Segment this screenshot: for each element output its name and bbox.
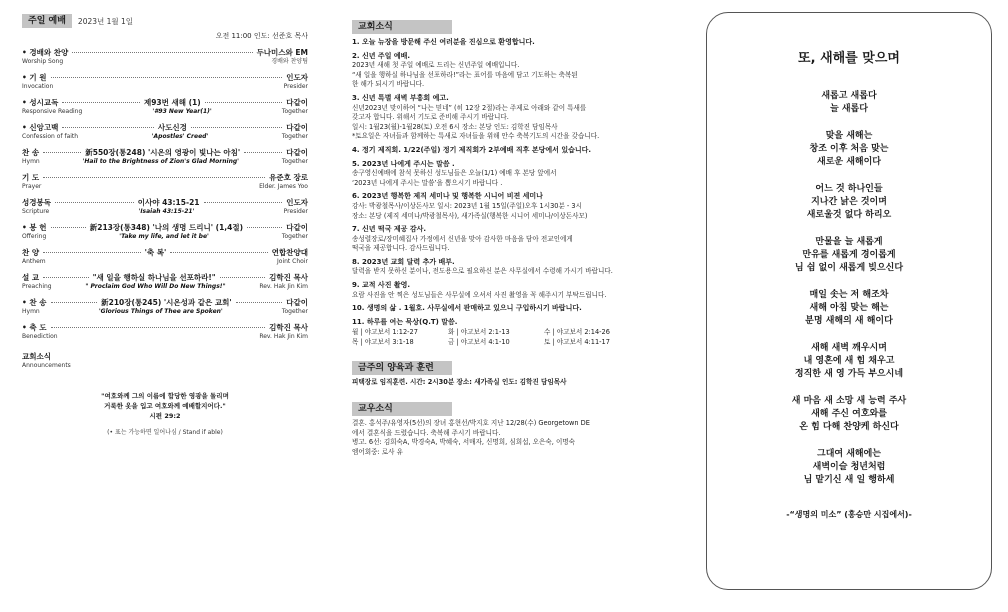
poem-stanza [707, 130, 991, 169]
news-item-title: 6. 2023년 행복한 제직 세미나 및 행복한 시니어 비젼 세미나 [352, 192, 543, 201]
dot-leader [51, 227, 86, 228]
dot-leader [170, 252, 267, 253]
news-item-line: 요람 사진을 안 찍은 성도님들은 사무실에 오셔서 사진 촬영을 꼭 해주시기 부탁드립니다. [352, 290, 607, 299]
worship-item-title-en: Invocation [22, 83, 54, 90]
worship-title: 주일 예배 [22, 14, 72, 28]
verse-line: 거룩한 옷을 입고 여호와께 예배할지어다." [104, 402, 226, 410]
poem-line: 새롭고 새롭다 [821, 91, 877, 101]
poem-line: 정직한 새 영 가득 부으시네 [794, 369, 904, 379]
poem-line: 새로운 새해이다 [817, 157, 881, 167]
poem-line: 맞을 새해는 [825, 131, 873, 141]
worship-item [22, 223, 308, 241]
dot-leader [51, 77, 283, 78]
worship-item-main [22, 48, 308, 58]
worship-item-detail-en: " Proclaim God Who Will Do New Things!" [85, 283, 226, 290]
news-item-title: 10. 생명의 삶 . 1월호. 사무실에서 판매하고 있으니 구입하시기 바랍니다. [352, 304, 582, 313]
qt-reading: 토 | 야고보서 4:11-17 [544, 338, 610, 347]
news-item-title: 1. 오늘 뉴장을 방문해 주신 여러분을 진심으로 환영합니다. [352, 38, 535, 46]
worship-item [22, 98, 308, 116]
qt-reading: 수 | 야고보서 2:14-26 [544, 328, 610, 337]
worship-item-title: 기 도 [22, 173, 40, 182]
worship-item-title-en: Scripture [22, 208, 50, 215]
poem-stanza [707, 183, 991, 222]
worship-item-detail: '축 복' [144, 248, 167, 257]
worship-item-detail-en: '#93 New Year(1)' [152, 108, 212, 115]
news-item-line: 강사: 박광철목사/이상돈사모 일시: 2023년 1월 15일(주일)오후 1시30분 - 3시 [352, 201, 582, 210]
news-item [352, 52, 682, 90]
worship-item-leader-en: Together [281, 133, 308, 140]
worship-item-title-en: Benediction [22, 333, 58, 340]
training-header: 금주의 양육과 훈련 [352, 361, 452, 375]
worship-item-detail-en: 'Glorious Things of Thee are Spoken' [98, 308, 223, 315]
news-item-title: 7. 신년 떡국 제공 감사. [352, 225, 427, 234]
worship-item-leader-en: Together [281, 108, 308, 115]
dot-leader [204, 202, 283, 203]
worship-item-sub [22, 283, 308, 291]
worship-item-sub [22, 208, 308, 216]
worship-item-detail: 新550장(통248) '시온의 영광이 빛나는 아침' [85, 148, 241, 157]
members-line: 결혼. 홍석주/유영자(5선)의 장녀 홍현선/박지호 지난 12/28(수) Georgetown DE [352, 419, 590, 428]
worship-item [22, 323, 308, 341]
standing-note: (• 표는 가능하면 일어나심 / Stand if able) [107, 429, 223, 436]
worship-item-leader: 인도자 [286, 198, 309, 207]
worship-item-main [22, 298, 308, 308]
worship-item-leader-en: Presider [283, 208, 308, 215]
worship-item-detail: 新213장(통348) '나의 생명 드리니' (1,4절) [89, 223, 244, 232]
dot-leader [205, 102, 283, 103]
members-header: 교우소식 [352, 402, 452, 416]
news-item-line: 일시: 1월23(월)-1월28(토) 오전 6시 장소: 본당 인도: 김학진 담임목사 [352, 122, 558, 131]
news-item [352, 146, 682, 156]
worship-item [22, 123, 308, 141]
news-item [352, 281, 682, 300]
poem-line: 만유를 새롭게 경이롭게 [802, 250, 896, 260]
worship-item-leader: 김학진 목사 [269, 273, 308, 282]
worship-item-title: • 봉 헌 [22, 223, 47, 232]
worship-item-sub [22, 333, 308, 341]
poem-line: 새해 새벽 깨우시며 [811, 343, 887, 353]
worship-item-leader: 다같이 [286, 98, 309, 107]
worship-item-sub [22, 158, 308, 166]
news-item-line: 송성렬장로/장미혜집사 가정에서 신년을 맞아 감사한 마음을 담아 전교인에게 [352, 234, 573, 243]
dot-leader [247, 227, 282, 228]
news-item-line: ‘2023년 나에게 주시는 말씀’을 뽑으시기 바랍니다 . [352, 178, 503, 187]
worship-item [22, 273, 308, 291]
worship-item [22, 73, 308, 91]
news-item-line: 2023년 새해 첫 주일 예배로 드리는 신년주일 예배입니다. [352, 61, 520, 70]
worship-item-leader: 다같이 [286, 223, 308, 232]
dot-leader [244, 152, 282, 153]
worship-items [22, 48, 308, 341]
qt-reading: 금 | 야고보서 4:1-10 [448, 338, 510, 347]
poem-line: 창조 이후 처음 맞는 [809, 144, 889, 154]
members-section [352, 396, 682, 457]
poem-line: 새 마음 새 소망 새 능력 주사 [791, 396, 907, 406]
worship-item-sub [22, 308, 308, 316]
worship-item-detail-en: 'Hail to the Brightness of Zion's Glad Morning' [82, 158, 239, 165]
news-item [352, 225, 682, 254]
dot-leader [72, 52, 252, 53]
worship-item-main [22, 148, 308, 158]
dot-leader [51, 327, 266, 328]
news-item [352, 94, 682, 142]
news-item [352, 160, 682, 189]
worship-item [22, 198, 308, 216]
worship-item [22, 48, 308, 66]
poem-stanza [707, 90, 991, 116]
worship-item-detail: 新210장(통245) '시온성과 같은 교회' [101, 298, 232, 307]
worship-item-detail: 이사야 43:15-21 [137, 198, 200, 207]
news-item-title: 11. 하루를 여는 묵상(Q.T) 말씀. [352, 317, 458, 326]
worship-item-leader-en: 경배와 찬양팀 [271, 58, 308, 65]
qt-schedule [352, 327, 682, 347]
worship-item-title-en: Responsive Reading [22, 108, 83, 115]
news-item-title: 5. 2023년 나에게 주시는 말씀 . [352, 159, 455, 168]
poem-stanza [707, 236, 991, 275]
worship-item-sub [22, 258, 308, 266]
dot-leader [62, 127, 153, 128]
worship-item-title: • 찬 송 [22, 298, 47, 307]
worship-item-leader: 유준호 장로 [269, 173, 308, 182]
worship-item-leader: 연합찬양대 [271, 248, 309, 257]
worship-item [22, 298, 308, 316]
worship-item-main [22, 273, 308, 283]
verse-line: "여호와께 그의 이름에 합당한 영광을 돌리며 [101, 392, 229, 400]
poem-line: 늘 새롭다 [830, 104, 868, 114]
worship-item-sub [22, 233, 308, 241]
worship-item-leader: 김학진 목사 [269, 323, 308, 332]
poem-stanzas [707, 90, 991, 487]
worship-item-leader-en: Presider [283, 83, 308, 90]
poem-stanza [707, 342, 991, 381]
poem-line: 새벽이슬 청년처럼 [812, 462, 886, 472]
worship-item-title: • 축 도 [22, 323, 47, 332]
worship-item-main [22, 323, 308, 333]
members-lines [352, 419, 682, 457]
worship-item-title-en: Confession of faith [22, 133, 79, 140]
dot-leader [191, 127, 282, 128]
verse-reference: 시편 29:2 [149, 412, 181, 420]
poem-line: 온 힘 다해 찬양케 하신다 [799, 422, 899, 432]
poem-line: 분명 새해의 새 해이다 [805, 316, 893, 326]
worship-date: 2023년 1월 1일 [77, 16, 134, 26]
news-item-title: 4. 정기 제직회. 1/22(주일) 정기 제직회가 2부예배 직후 본당에서 있습니다. [352, 145, 592, 154]
members-line: 에서 결혼식을 드렸습니다. 축복해 주시기 바랍니다. [352, 428, 501, 437]
news-item [352, 38, 682, 48]
worship-item-title: 찬 송 [22, 148, 40, 157]
worship-item-title-en: Hymn [22, 158, 40, 165]
worship-item [22, 248, 308, 266]
qt-reading: 목 | 야고보서 3:1-18 [352, 338, 414, 347]
poem-line: 그대여 새해에는 [817, 449, 881, 459]
worship-item-main [22, 73, 308, 83]
news-list [352, 38, 682, 327]
qt-reading: 화 | 야고보서 2:1-13 [448, 328, 510, 337]
dot-leader [43, 252, 140, 253]
worship-item-detail: "새 일을 행하실 하나님을 선포하라!" [92, 273, 216, 282]
worship-item [22, 173, 308, 191]
worship-item-detail-en: 'Take my life, and let it be' [119, 233, 209, 240]
worship-item-title-en: Preaching [22, 283, 52, 290]
worship-item-detail: 사도신경 [157, 123, 187, 132]
dot-leader [51, 302, 98, 303]
dot-leader [236, 302, 283, 303]
worship-item-title: • 신앙고백 [22, 123, 59, 132]
poem-line: 새해 주신 여호와를 [811, 409, 887, 419]
worship-item-leader-en: Elder. James Yoo [259, 183, 308, 190]
news-item-line: *토요일은 자녀들과 함께하는 특새로 자녀들을 위해 안수 축복기도의 시간을 갖습니다. [352, 132, 600, 141]
dot-leader [43, 177, 265, 178]
worship-item-sub [22, 183, 308, 191]
worship-item-leader: 인도자 [286, 73, 308, 82]
news-item-title: 9. 교적 사진 촬영. [352, 281, 411, 290]
news-item [352, 258, 682, 277]
worship-time-leader: 오전 11:00 인도: 선준호 목사 [215, 32, 308, 40]
news-item-title: 8. 2023년 교회 달력 추가 배부. [352, 257, 455, 266]
dot-leader [62, 102, 140, 103]
worship-item-sub [22, 83, 308, 91]
news-item-line: 송구영신예배에 참석 못하신 성도님들은 오늘(1/1) 예배 후 본당 앞에서 [352, 169, 557, 178]
worship-item-leader-en: Together [281, 233, 308, 240]
dot-leader [55, 202, 134, 203]
worship-item-title: 성경봉독 [22, 198, 51, 207]
worship-item-leader-en: Joint Choir [277, 258, 308, 265]
training-section [352, 355, 682, 388]
worship-item-main [22, 223, 308, 233]
news-item-line: 갖고자 합니다. 위해서 기도로 준비해 주시기 바랍니다. [352, 113, 509, 122]
worship-item-sub [22, 133, 308, 141]
news-item [352, 318, 682, 328]
news-item [352, 192, 682, 221]
poem-line: 매일 솟는 저 해조차 [809, 290, 889, 300]
news-item-line: “새 일을 행하실 하나님을 선포하라!”라는 표어를 마음에 담고 기도하는 축복된 [352, 70, 578, 79]
worship-item-main [22, 123, 308, 133]
members-line: 병고. 6선: 김희숙A, 박경숙A, 박혜숙, 서매자, 신명희, 심희섭, 오은숙, 이명숙 [352, 438, 576, 447]
worship-item-leader: 다같이 [286, 123, 308, 132]
worship-item-main [22, 198, 308, 208]
worship-item-title-en: Anthem [22, 258, 46, 265]
worship-item-leader-en: Together [281, 308, 308, 315]
news-column [352, 14, 682, 457]
worship-item-title: • 기 원 [22, 73, 47, 82]
poem-stanza [707, 289, 991, 328]
worship-item-detail: 제93번 새해 (1) [143, 98, 201, 107]
poem-line: 내 영혼에 새 힘 채우고 [803, 356, 895, 366]
closing-verse [22, 391, 308, 421]
poem-credit: -“생명의 미소” (홍승만 시집에서)- [786, 510, 912, 519]
worship-item-leader-en: Rev. Hak Jin Kim [259, 333, 308, 340]
worship-item-leader: 두나미스와 EM [256, 48, 308, 57]
worship-item-title-en: Worship Song [22, 58, 64, 65]
worship-item-title-en: Offering [22, 233, 47, 240]
members-line: 엠어회중: 로사 유 [352, 447, 404, 456]
worship-item-detail-en: 'Isaiah 43:15-21' [138, 208, 195, 215]
worship-item-title: • 성시교독 [22, 98, 59, 107]
news-header: 교회소식 [352, 20, 452, 34]
poem-line: 만물을 늘 새롭게 [815, 237, 883, 247]
worship-item-title: • 경배와 찬양 [22, 48, 69, 57]
announcements-label: 교회소식 [22, 352, 51, 361]
poem-stanza [707, 448, 991, 487]
poem-panel [706, 12, 992, 590]
poem-line: 님 쉼 없이 새롭게 빚으신다 [794, 263, 904, 273]
dot-leader [43, 152, 81, 153]
poem-line: 지나간 낡은 것이며 [811, 197, 887, 207]
worship-item-title-en: Hymn [22, 308, 40, 315]
worship-item-main [22, 248, 308, 258]
worship-item-leader: 다같이 [286, 298, 308, 307]
worship-item-title: 찬 양 [22, 248, 40, 257]
news-item-line: 달력을 받지 못하신 분이나, 전도용으로 필요하신 분은 사무실에서 수령해 가시기 바랍니다. [352, 267, 613, 276]
worship-item-leader-en: Rev. Hak Jin Kim [259, 283, 308, 290]
worship-item-sub [22, 108, 308, 116]
news-item-title: 2. 신년 주일 예배. [352, 51, 411, 60]
worship-item-detail-en: 'Apostles' Creed' [151, 133, 209, 140]
news-item-title: 3. 신년 특별 새벽 부흥회 예고. [352, 93, 449, 102]
worship-item-title-en: Prayer [22, 183, 42, 190]
worship-item-title: 설 교 [22, 273, 40, 282]
poem-stanza [707, 395, 991, 434]
dot-leader [43, 277, 88, 278]
news-item-line: 신년2023년 맞이하여 “나는 믿네” (히 12장 2절)라는 주제로 아래와 같이 특새를 [352, 103, 587, 112]
poem-line: 님 맡기신 새 일 행하세 [803, 475, 895, 485]
news-item-line: 떡국을 제공합니다. 감사드립니다. [352, 244, 450, 253]
news-item [352, 304, 682, 314]
poem-line: 새로울것 없다 하리오 [806, 210, 892, 220]
announcements-label-en: Announcements [22, 362, 71, 369]
poem-title: 또, 새해를 맞으며 [798, 51, 900, 66]
worship-item-main [22, 173, 308, 183]
news-item-line: 한 해가 되시기 바랍니다. [352, 80, 425, 89]
worship-item-main [22, 98, 308, 108]
worship-item [22, 148, 308, 166]
news-item-line: 장소: 본당 (제직 세미나/박광철목사), 새가족실(행복한 시니어 세미나/이상돈사모) [352, 211, 588, 220]
qt-reading: 월 | 야고보서 1:12-27 [352, 328, 418, 337]
poem-line: 어느 것 하나인들 [815, 184, 883, 194]
worship-item-sub [22, 58, 308, 66]
training-line: 피택장로 임직훈련. 시간: 2시30분 장소: 새가족실 인도: 김학진 담임목사 [352, 378, 567, 387]
worship-item-leader-en: Together [281, 158, 308, 165]
dot-leader [220, 277, 265, 278]
worship-header [22, 14, 308, 28]
worship-item-leader: 다같이 [286, 148, 308, 157]
order-of-worship [22, 14, 308, 436]
poem-line: 새해 아침 맞는 해는 [809, 303, 889, 313]
